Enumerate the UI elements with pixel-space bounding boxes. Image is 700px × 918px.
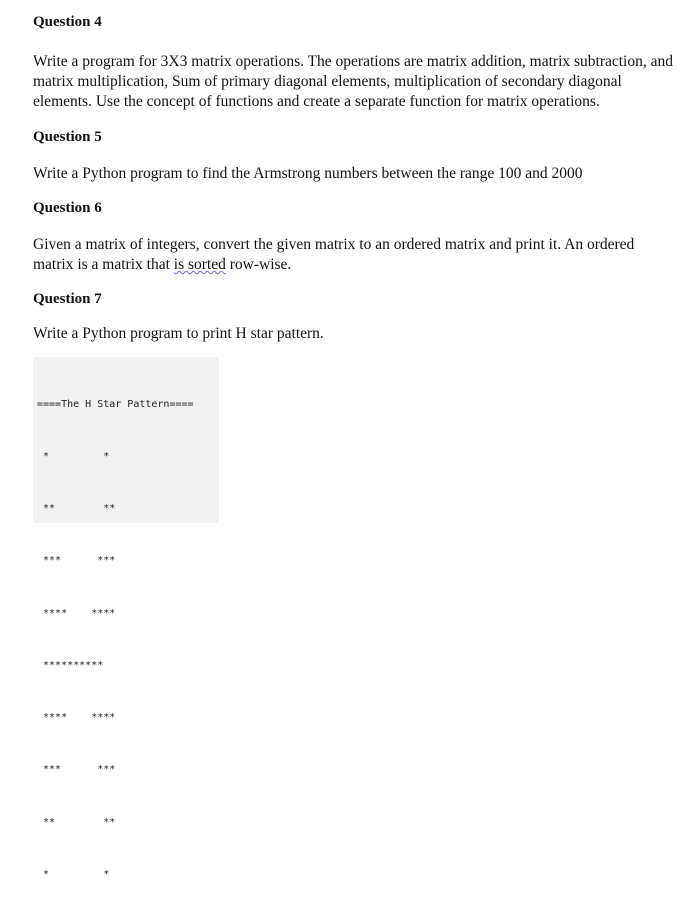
code-line: ********** xyxy=(37,659,104,671)
question-5-heading: Question 5 xyxy=(33,129,102,145)
code-line-title: ====The H Star Pattern==== xyxy=(37,398,194,410)
question-7-text: Write a Python program to print H star pattern. xyxy=(33,325,324,342)
question-6-text xyxy=(33,235,673,275)
question-6-underlined-phrase: is sorted xyxy=(173,256,226,273)
code-line: *** *** xyxy=(37,764,116,776)
document-page xyxy=(33,12,673,880)
code-line: * * xyxy=(37,868,110,880)
question-6-heading: Question 6 xyxy=(33,200,102,216)
question-4-heading: Question 4 xyxy=(33,14,102,30)
code-line: **** **** xyxy=(37,712,116,724)
question-7-heading: Question 7 xyxy=(33,291,102,307)
code-line: **** **** xyxy=(37,607,116,619)
question-5-text: Write a Python program to find the Armstrong numbers between the range 100 and 2000 xyxy=(33,165,583,182)
question-6-text-end: row-wise. xyxy=(225,256,292,273)
code-line: ** ** xyxy=(37,503,116,515)
h-star-pattern-output xyxy=(33,357,219,880)
code-line: ** ** xyxy=(37,816,116,828)
question-6-text-start: Given a matrix of integers, convert the given matrix to an ordered matrix and print it. An ordered matrix is a matrix that xyxy=(33,236,635,273)
code-line: * * xyxy=(37,451,110,463)
question-4-text: Write a program for 3X3 matrix operations. The operations are matrix addition, matrix subtraction, and matrix multiplication, Sum of primary diagonal elements, multiplication of secondary diagonal elements. Use the concept of functions and create a separate function for matrix operations. xyxy=(33,53,673,110)
code-line: *** *** xyxy=(37,555,116,567)
